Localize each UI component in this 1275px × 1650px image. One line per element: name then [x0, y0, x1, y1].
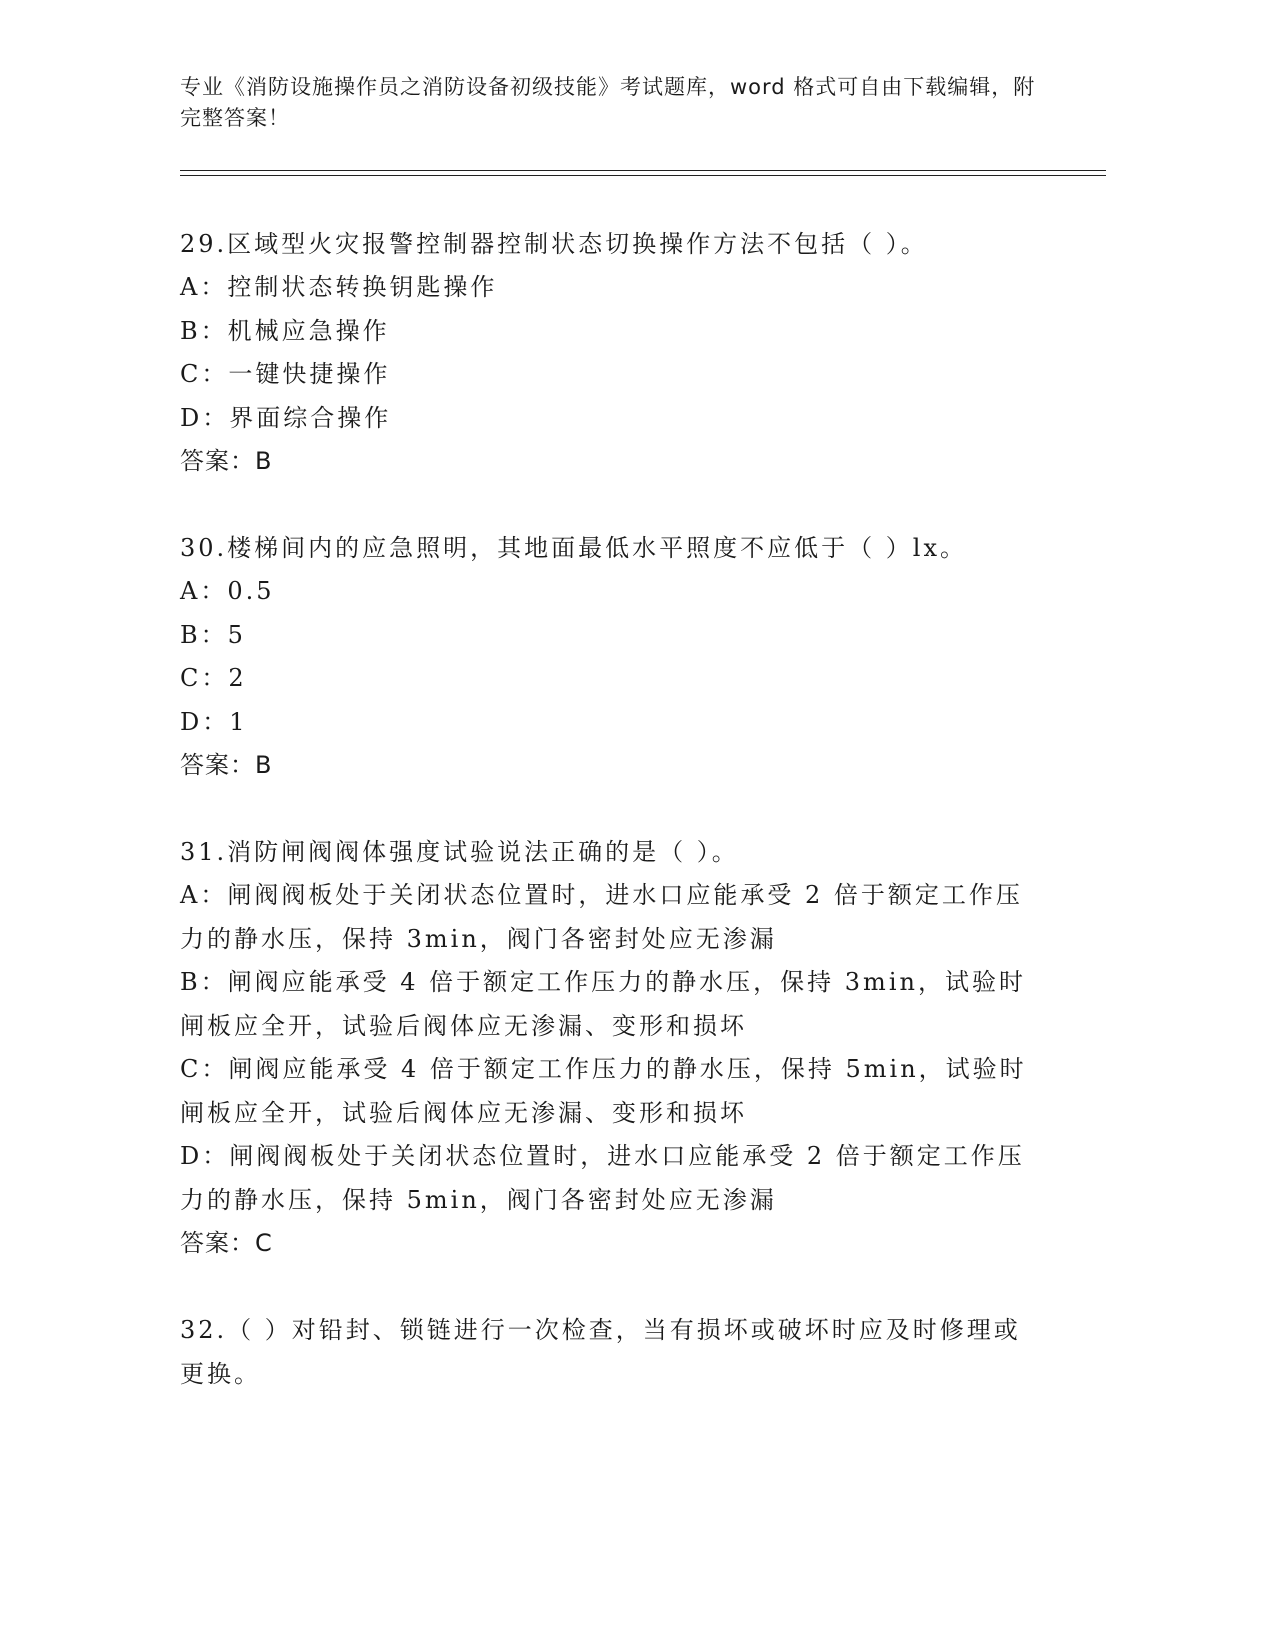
option-d: D：闸阀阀板处于关闭状态位置时，进水口应能承受 2 倍于额定工作压力的静水压，保持 5min，阀门各密封处应无渗漏 — [180, 1142, 1025, 1214]
question-29 — [180, 222, 1040, 483]
question-31 — [180, 830, 1040, 1265]
header-divider-bottom — [180, 175, 1106, 176]
option-a: A：0.5 — [180, 577, 275, 605]
document-header: 专业《消防设施操作员之消防设备初级技能》考试题库，word 格式可自由下载编辑，附完整答案！ — [180, 75, 1036, 130]
option-b: B：5 — [180, 620, 246, 649]
header-divider-top — [180, 170, 1106, 171]
option-d: D：1 — [180, 707, 248, 736]
option-b: B：闸阀应能承受 4 倍于额定工作压力的静水压，保持 3min，试验时闸板应全开，试验后阀体应无渗漏、变形和损坏 — [180, 968, 1026, 1040]
answer: 答案：B — [180, 751, 273, 779]
question-32 — [180, 1308, 1040, 1396]
option-d: D：界面综合操作 — [180, 403, 392, 432]
question-stem: 31.消防闸阀阀体强度试验说法正确的是（ ）。 — [180, 838, 739, 866]
answer: 答案：C — [180, 1229, 273, 1257]
option-c: C：一键快捷操作 — [180, 360, 391, 388]
option-a: A：控制状态转换钥匙操作 — [180, 273, 498, 301]
option-a: A：闸阀阀板处于关闭状态位置时，进水口应能承受 2 倍于额定工作压力的静水压，保持 3min，阀门各密封处应无渗漏 — [180, 881, 1023, 953]
option-b: B：机械应急操作 — [180, 316, 390, 345]
question-stem: 29.区域型火灾报警控制器控制状态切换操作方法不包括（ ）。 — [180, 230, 928, 258]
option-c: C：闸阀应能承受 4 倍于额定工作压力的静水压，保持 5min，试验时闸板应全开，试验后阀体应无渗漏、变形和损坏 — [180, 1055, 1027, 1127]
question-stem: 30.楼梯间内的应急照明，其地面最低水平照度不应低于（ ）lx。 — [180, 534, 968, 562]
question-30 — [180, 526, 1040, 787]
question-stem: 32.（ ）对铅封、锁链进行一次检查，当有损坏或破坏时应及时修理或更换。 — [180, 1316, 1021, 1388]
option-c: C：2 — [180, 664, 247, 692]
question-list — [180, 222, 1040, 1439]
answer: 答案：B — [180, 447, 273, 475]
